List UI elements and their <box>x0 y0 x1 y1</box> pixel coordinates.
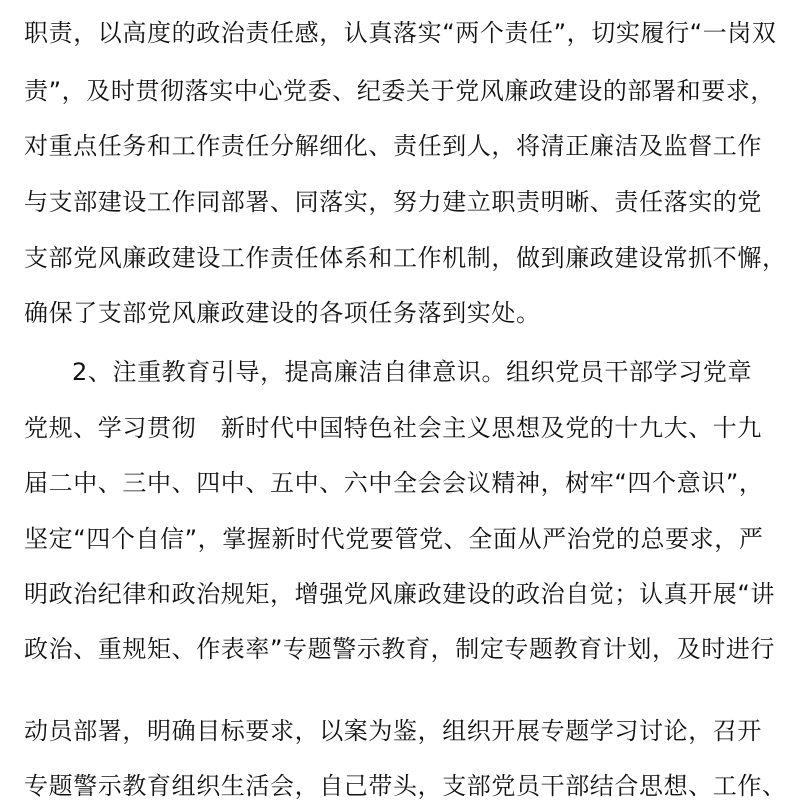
text-line: 对重点任务和工作责任分解细化、责任到人，将清正廉洁及监督工作 <box>24 132 762 160</box>
text-line: 确保了支部党风廉政建设的各项任务落到实处。 <box>24 299 541 327</box>
paragraph-start-line: 2、注重教育引导，提高廉洁自律意识。组织党员干部学习党章 <box>72 358 753 386</box>
text-line: 专题警示教育组织生活会，自己带头，支部党员干部结合思想、工作、 <box>24 772 787 800</box>
text-line: 坚定“四个自信”，掌握新时代党要管党、全面从严治党的总要求，严 <box>24 525 764 553</box>
text-line: 届二中、三中、四中、五中、六中全会会议精神，树牢“四个意识”， <box>24 469 764 497</box>
text-line: 党规、学习贯彻 新时代中国特色社会主义思想及党的十九大、十九 <box>24 414 762 442</box>
text-line: 职责，以高度的政治责任感，认真落实“两个责任”，切实履行“一岗双 <box>24 19 777 47</box>
text-line: 动员部署，明确目标要求，以案为鉴，组织开展专题学习讨论，召开 <box>24 717 762 745</box>
text-line: 支部党风廉政建设工作责任体系和工作机制，做到廉政建设常抓不懈， <box>24 244 787 272</box>
text-line: 政治、重规矩、作表率”专题警示教育，制定专题教育计划，及时进行 <box>24 635 776 663</box>
text-line: 明政治纪律和政治规矩，增强党风廉政建设的政治自觉；认真开展“讲 <box>24 580 776 608</box>
text-line: 与支部建设工作同部署、同落实，努力建立职责明晰、责任落实的党 <box>24 188 762 216</box>
text-line: 责”，及时贯彻落实中心党委、纪委关于党风廉政建设的部署和要求， <box>24 77 776 105</box>
